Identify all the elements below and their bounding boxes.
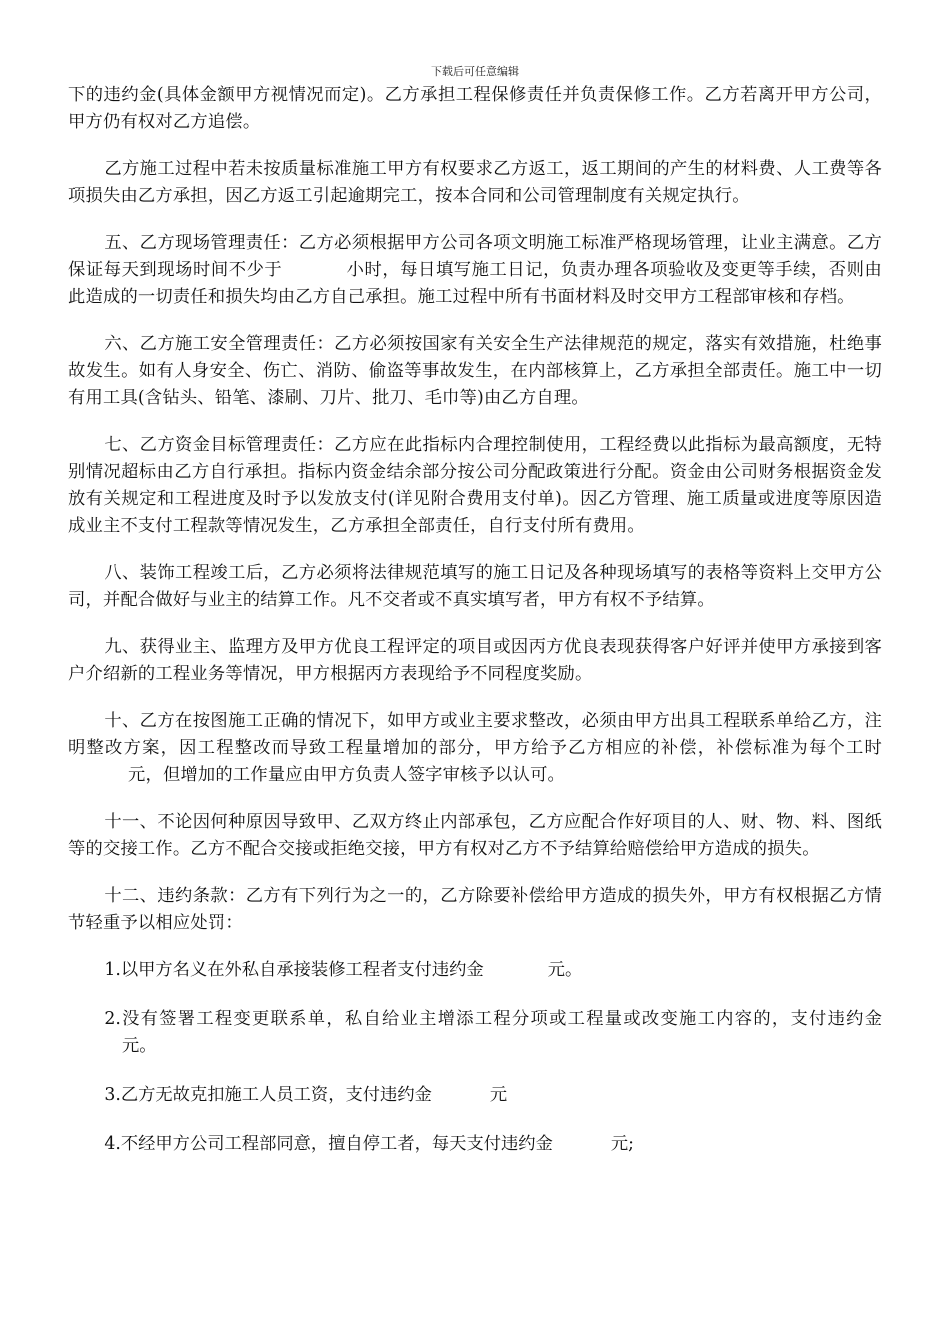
breach-item-3: [68, 1082, 882, 1109]
paragraph-safety-management: 六、乙方施工安全管理责任：乙方必须按国家有关安全生产法律规范的规定，落实有效措施，杜绝事故发生。如有人身安全、伤亡、消防、偷盗等事故发生，在内部核算上，乙方承担全部责任。施工中一切有用工具(含钻头、铅笔、漆刷、刀片、批刀、毛巾等)由乙方自理。: [68, 334, 882, 408]
rectification-text-b: 元，但增加的工作量应由甲方负责人签字审核予以认可。: [128, 765, 566, 785]
site-management-text-a: 五、乙方现场管理责任：乙方必须根据甲方公司各项文明施工标准严格现场管理，让业主满意。乙方保证每天到现场时间不少于: [68, 233, 882, 280]
breach-item-2-text: 2.没有签署工程变更联系单，私自给业主增添工程分项或工程量或改变施工内容的，支付违约金: [104, 1009, 882, 1029]
header-note: 下载后可任意编辑: [431, 65, 519, 78]
breach-item-1-unit: 元。: [547, 960, 583, 980]
paragraph-rectification: [68, 708, 882, 789]
paragraph-site-management: [68, 230, 882, 311]
breach-item-2-unit: 元。: [122, 1036, 157, 1056]
paragraph-penalty-continued: 下的违约金(具体金额甲方视情况而定)。乙方承担工程保修责任并负责保修工作。乙方若离开甲方公司，甲方仍有权对乙方追偿。: [68, 85, 882, 132]
breach-item-4-unit: 元;: [610, 1134, 634, 1154]
breach-item-1-text: 1.以甲方名义在外私自承接装修工程者支付违约金: [104, 960, 484, 980]
breach-item-3-text: 3.乙方无故克扣施工人员工资，支付违约金: [104, 1085, 432, 1105]
site-management-text-b: 小时，每日填写施工日记，负责办理各项验收及变更等手续，否则由此造成的一切责任和损失均由乙方自己承担。施工过程中所有书面材料及时交甲方工程部审核和存档。: [68, 260, 882, 307]
breach-item-1: [68, 957, 882, 984]
breach-item-4: [68, 1131, 882, 1158]
paragraph-fund-management: 七、乙方资金目标管理责任：乙方应在此指标内合理控制使用，工程经费以此指标为最高额度，无特别情况超标由乙方自行承担。指标内资金结余部分按公司分配政策进行分配。资金由公司财务根据资金发放有关规定和工程进度及时予以发放支付(详见附合费用支付单)。因乙方管理、施工质量或进度等原因造成业主不支付工程款等情况发生，乙方承担全部责任，自行支付所有费用。: [68, 435, 882, 536]
breach-item-4-text: 4.不经甲方公司工程部同意，擅自停工者，每天支付违约金: [104, 1134, 553, 1154]
breach-item-2: [68, 1006, 882, 1060]
paragraph-termination: 十一、不论因何种原因导致甲、乙双方终止内部承包，乙方应配合作好项目的人、财、物、料、图纸等的交接工作。乙方不配合交接或拒绝交接，甲方有权对乙方不予结算给赔偿给甲方造成的损失。: [68, 812, 882, 859]
rectification-text-a: 十、乙方在按图施工正确的情况下，如甲方或业主要求整改，必须由甲方出具工程联系单给乙方，注明整改方案，因工程整改而导致工程量增加的部分，甲方给予乙方相应的补偿，补偿标准为每个工时: [68, 711, 882, 758]
paragraph-completion: 八、装饰工程竣工后，乙方必须将法律规范填写的施工日记及各种现场填写的表格等资料上交甲方公司，并配合做好与业主的结算工作。凡不交者或不真实填写者，甲方有权不予结算。: [68, 563, 882, 610]
paragraph-rework: 乙方施工过程中若未按质量标准施工甲方有权要求乙方返工，返工期间的产生的材料费、人工费等各项损失由乙方承担，因乙方返工引起逾期完工，按本合同和公司管理制度有关规定执行。: [68, 159, 882, 206]
document-body: [68, 82, 882, 1180]
paragraph-breach-terms: 十二、违约条款：乙方有下列行为之一的，乙方除要补偿给甲方造成的损失外，甲方有权根据乙方情节轻重予以相应处罚：: [68, 886, 882, 933]
paragraph-reward: 九、获得业主、监理方及甲方优良工程评定的项目或因丙方优良表现获得客户好评并使甲方承接到客户介绍新的工程业务等情况，甲方根据丙方表现给予不同程度奖励。: [68, 637, 882, 684]
breach-item-3-unit: 元: [489, 1085, 508, 1105]
